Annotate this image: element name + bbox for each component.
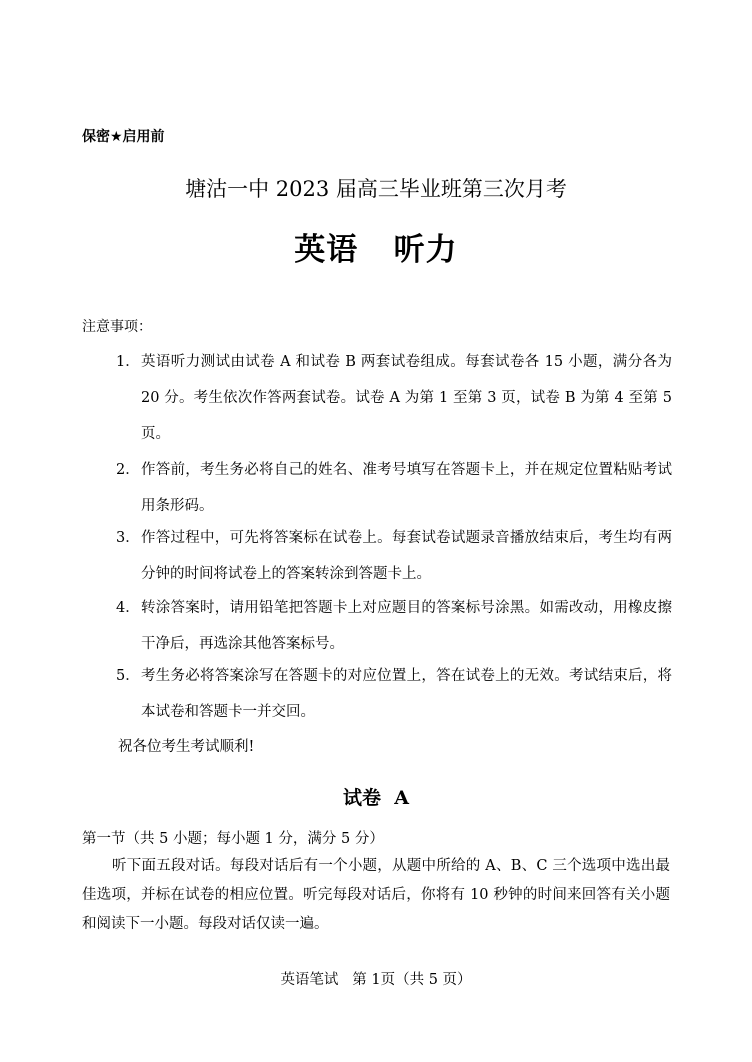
note-number: 4． (116, 600, 140, 616)
note-item (116, 658, 672, 730)
exam-title: 塘沽一中 2023 届高三毕业班第三次月考 (185, 177, 567, 201)
subject-title: 英语 听力 (294, 232, 458, 268)
section-instructions: 听下面五段对话。每段对话后有一个小题，从题中所给的 A、B、C 三个选项中选出最佳选项，并标在试卷的相应位置。听完每段对话后，你将有 10 秒钟的时间来回答有关小题和阅读下一小题。每段对话仅读一遍。 (82, 858, 670, 932)
note-text: 作答前，考生务必将自己的姓名、准考号填写在答题卡上，并在规定位置粘贴考试用条形码。 (141, 462, 672, 514)
note-number: 5． (116, 668, 140, 684)
page-footer: 英语笔试 第 1页（共 5 页） (280, 972, 472, 988)
note-text: 作答过程中，可先将答案标在试卷上。每套试卷试题录音播放结束后，考生均有两分钟的时间将试卷上的答案转涂到答题卡上。 (141, 530, 672, 582)
note-text: 考生务必将答案涂写在答题卡的对应位置上，答在试卷上的无效。考试结束后，将本试卷和答题卡一并交回。 (141, 668, 672, 720)
note-number: 2． (116, 462, 140, 478)
section-heading: 第一节（共 5 小题；每小题 1 分，满分 5 分） (82, 831, 384, 847)
notes-heading: 注意事项： (82, 319, 152, 335)
note-number: 1． (116, 354, 140, 370)
note-text: 转涂答案时，请用铅笔把答题卡上对应题目的答案标号涂黑。如需改动，用橡皮擦干净后，再选涂其他答案标号。 (141, 600, 672, 652)
paper-title: 试卷 A (343, 787, 409, 809)
note-item (116, 344, 672, 452)
note-number: 3． (116, 530, 140, 546)
good-luck-text: 祝各位考生考试顺利! (118, 739, 255, 755)
note-text: 英语听力测试由试卷 A 和试卷 B 两套试卷组成。每套试卷各 15 小题，满分各为 20 分。考生依次作答两套试卷。试卷 A 为第 1 至第 3 页，试卷 B 为第 4 至第 5 页。 (141, 354, 672, 442)
note-item (116, 520, 672, 592)
note-item (116, 452, 672, 524)
note-item (116, 590, 672, 662)
confidential-label: 保密★启用前 (82, 129, 165, 145)
